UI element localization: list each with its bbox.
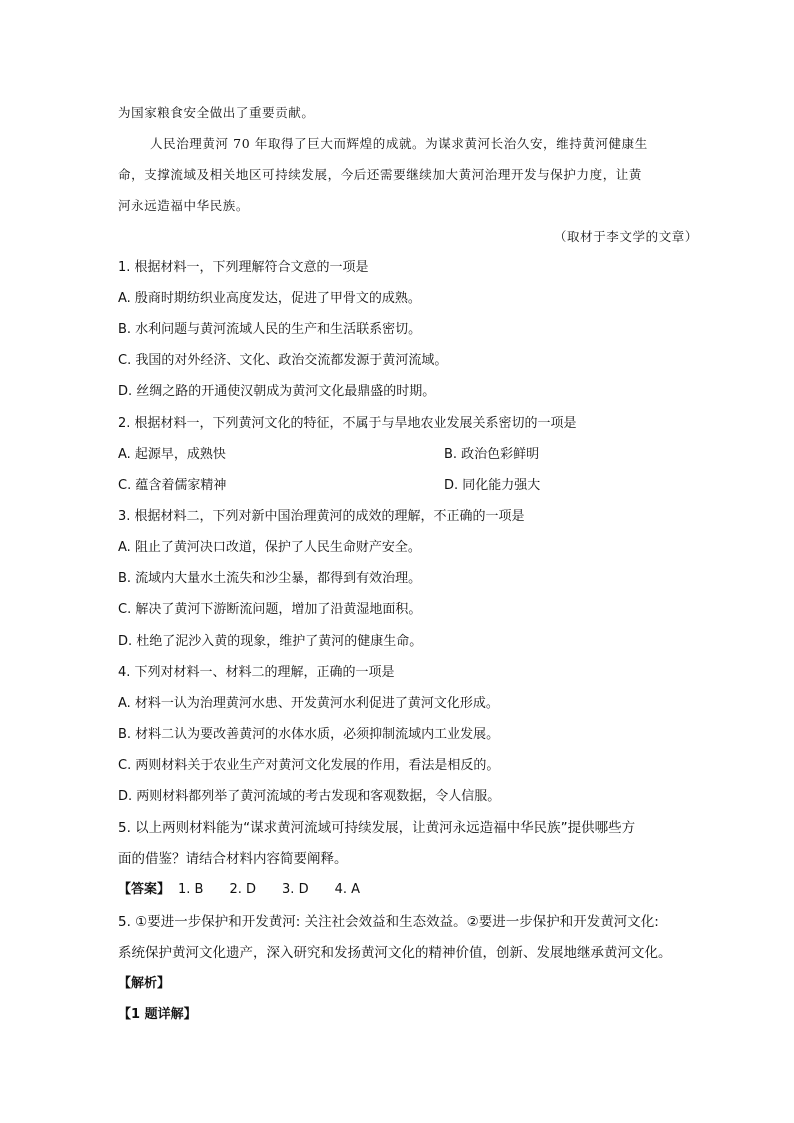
question-1-option-b: B. 水利问题与黄河流域人民的生产和生活联系密切。	[118, 322, 422, 337]
answer-label: 【答案】	[118, 882, 171, 897]
question-4-option-d: D. 两则材料都列举了黄河流域的考古发现和客观数据，令人信服。	[118, 789, 501, 804]
analysis-sub-label: 【1 题详解】	[118, 1007, 197, 1022]
material-line-4: 河永远造福中华民族。	[118, 198, 250, 213]
answer-item-3: 3. D	[282, 882, 309, 897]
material-line-3: 命，支撑流域及相关地区可持续发展，今后还需要继续加大黄河治理开发与保护力度，让黄	[118, 167, 643, 182]
question-4-option-c: C. 两则材料关于农业生产对黄河文化发展的作用，看法是相反的。	[118, 758, 500, 773]
question-1-option-a: A. 殷商时期纺织业高度发达，促进了甲骨文的成熟。	[118, 291, 421, 306]
question-2-option-c: C. 蕴含着儒家精神	[118, 478, 227, 493]
question-4-stem: 4. 下列对材料一、材料二的理解，正确的一项是	[118, 665, 395, 680]
answer-item-2: 2. D	[229, 882, 257, 897]
question-2-option-a: A. 起源早，成熟快	[118, 447, 226, 462]
material-source: （取材于李文学的文章）	[553, 229, 698, 244]
analysis-label: 【解析】	[118, 976, 171, 991]
question-4-option-b: B. 材料二认为要改善黄河的水体水质，必须抑制流域内工业发展。	[118, 727, 500, 742]
question-3-option-d: D. 杜绝了泥沙入黄的现象，维护了黄河的健康生命。	[118, 634, 423, 649]
answer-item-1: 1. B	[178, 882, 204, 897]
question-1-option-d: D. 丝绸之路的开通使汉朝成为黄河文化最鼎盛的时期。	[118, 384, 436, 399]
question-4-option-a: A. 材料一认为治理黄河水患、开发黄河水利促进了黄河文化形成。	[118, 696, 499, 711]
question-3-stem: 3. 根据材料二，下列对新中国治理黄河的成效的理解，不正确的一项是	[118, 509, 525, 524]
material-line-2: 人民治理黄河 70 年取得了巨大而辉煌的成就。为谋求黄河长治久安，维持黄河健康生	[150, 136, 648, 151]
question-3-option-b: B. 流域内大量水土流失和沙尘暴，都得到有效治理。	[118, 571, 422, 586]
question-5-stem-line-2: 面的借鉴？请结合材料内容简要阐释。	[118, 851, 348, 867]
answer-item-4: 4. A	[334, 882, 361, 897]
question-2-option-d: D. 同化能力强大	[444, 478, 541, 493]
question-2-stem: 2. 根据材料一，下列黄河文化的特征，不属于与旱地农业发展关系密切的一项是	[118, 416, 577, 431]
question-2-option-b: B. 政治色彩鲜明	[444, 447, 540, 462]
answer-row	[118, 880, 360, 900]
question-5-stem-line-1: 5. 以上两则材料能为“谋求黄河流域可持续发展，让黄河永远造福中华民族”提供哪些方	[118, 820, 636, 836]
material-line-1: 为国家粮食安全做出了重要贡献。	[118, 105, 315, 120]
question-3-option-c: C. 解决了黄河下游断流问题，增加了沿黄湿地面积。	[118, 602, 422, 617]
question-3-option-a: A. 阻止了黄河决口改道，保护了人民生命财产安全。	[118, 540, 421, 555]
question-1-option-c: C. 我国的对外经济、文化、政治交流都发源于黄河流域。	[118, 353, 448, 368]
question-1-stem: 1. 根据材料一，下列理解符合文意的一项是	[118, 260, 369, 275]
answer-q5-line-1: 5. ①要进一步保护和开发黄河: 关注社会效益和生态效益。②要进一步保护和开发黄河文化:	[118, 914, 659, 930]
answer-q5-line-2: 系统保护黄河文化遗产，深入研究和发扬黄河文化的精神价值，创新、发展地继承黄河文化。	[118, 945, 672, 961]
